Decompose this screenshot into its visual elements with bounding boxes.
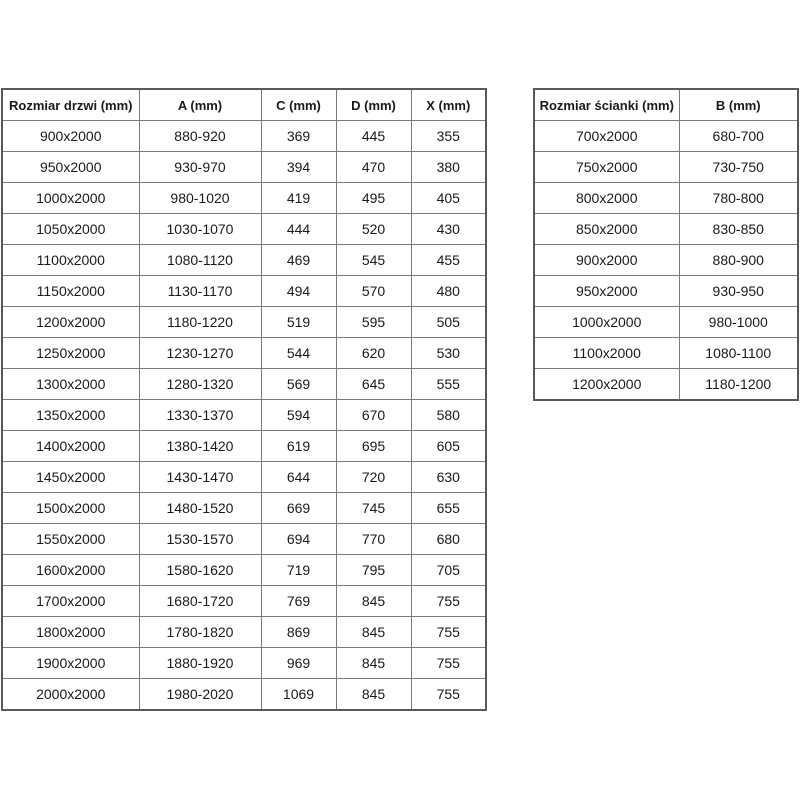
table-row [534, 338, 798, 369]
table-cell: 530 [411, 338, 486, 369]
table-cell: 845 [336, 648, 411, 679]
table-cell: 830-850 [679, 214, 798, 245]
table-cell: 1130-1170 [139, 276, 261, 307]
table-cell: 700x2000 [534, 121, 679, 152]
table-row [534, 369, 798, 401]
table-cell: 1150x2000 [2, 276, 139, 307]
table-cell: 620 [336, 338, 411, 369]
table-cell: 1600x2000 [2, 555, 139, 586]
table-row [2, 121, 486, 152]
table-row [534, 152, 798, 183]
table-row [2, 524, 486, 555]
table-row [2, 276, 486, 307]
table-cell: 695 [336, 431, 411, 462]
table-cell: 1080-1120 [139, 245, 261, 276]
table-cell: 480 [411, 276, 486, 307]
table-row [2, 400, 486, 431]
table-cell: 980-1000 [679, 307, 798, 338]
table-cell: 980-1020 [139, 183, 261, 214]
table-cell: 1430-1470 [139, 462, 261, 493]
b-dimension-column-header: B (mm) [679, 89, 798, 121]
table-cell: 850x2000 [534, 214, 679, 245]
table-cell: 1480-1520 [139, 493, 261, 524]
table-row [534, 245, 798, 276]
table-cell: 569 [261, 369, 336, 400]
table-cell: 405 [411, 183, 486, 214]
table-cell: 394 [261, 152, 336, 183]
table-cell: 655 [411, 493, 486, 524]
table-cell: 1200x2000 [534, 369, 679, 401]
table-cell: 570 [336, 276, 411, 307]
table-cell: 1680-1720 [139, 586, 261, 617]
table-cell: 1880-1920 [139, 648, 261, 679]
table-row [2, 307, 486, 338]
table-cell: 869 [261, 617, 336, 648]
table-cell: 630 [411, 462, 486, 493]
table-cell: 419 [261, 183, 336, 214]
wall-sizes-table [533, 88, 799, 401]
table-cell: 369 [261, 121, 336, 152]
table-cell: 680 [411, 524, 486, 555]
table-cell: 845 [336, 679, 411, 711]
table-cell: 750x2000 [534, 152, 679, 183]
table-cell: 694 [261, 524, 336, 555]
table-cell: 544 [261, 338, 336, 369]
table-cell: 1100x2000 [2, 245, 139, 276]
table-cell: 380 [411, 152, 486, 183]
table-cell: 1030-1070 [139, 214, 261, 245]
table-row [2, 183, 486, 214]
table-cell: 1330-1370 [139, 400, 261, 431]
table-row [2, 431, 486, 462]
table-cell: 1400x2000 [2, 431, 139, 462]
table-row [534, 121, 798, 152]
table-cell: 930-950 [679, 276, 798, 307]
table-cell: 470 [336, 152, 411, 183]
table-cell: 519 [261, 307, 336, 338]
table-cell: 469 [261, 245, 336, 276]
table-cell: 1450x2000 [2, 462, 139, 493]
table-cell: 1900x2000 [2, 648, 139, 679]
table-row [2, 586, 486, 617]
table-cell: 1530-1570 [139, 524, 261, 555]
table-row [2, 493, 486, 524]
table-cell: 520 [336, 214, 411, 245]
table-cell: 670 [336, 400, 411, 431]
table-cell: 1380-1420 [139, 431, 261, 462]
table-cell: 445 [336, 121, 411, 152]
table-row [2, 338, 486, 369]
table-cell: 755 [411, 617, 486, 648]
c-dimension-column-header: C (mm) [261, 89, 336, 121]
door-sizes-table [1, 88, 487, 711]
wall-table-body [534, 121, 798, 401]
table-cell: 705 [411, 555, 486, 586]
table-cell: 900x2000 [534, 245, 679, 276]
table-cell: 1100x2000 [534, 338, 679, 369]
table-cell: 644 [261, 462, 336, 493]
table-cell: 1250x2000 [2, 338, 139, 369]
table-row [2, 152, 486, 183]
table-row [2, 214, 486, 245]
table-cell: 770 [336, 524, 411, 555]
table-cell: 555 [411, 369, 486, 400]
table-cell: 505 [411, 307, 486, 338]
table-row [534, 214, 798, 245]
table-row [534, 307, 798, 338]
table-row [2, 555, 486, 586]
table-cell: 755 [411, 586, 486, 617]
table-cell: 455 [411, 245, 486, 276]
table-cell: 719 [261, 555, 336, 586]
table-cell: 355 [411, 121, 486, 152]
table-row [2, 462, 486, 493]
table-cell: 1550x2000 [2, 524, 139, 555]
door-size-column-header: Rozmiar drzwi (mm) [2, 89, 139, 121]
table-cell: 1000x2000 [2, 183, 139, 214]
table-cell: 1180-1200 [679, 369, 798, 401]
table-cell: 680-700 [679, 121, 798, 152]
table-row [2, 617, 486, 648]
table-cell: 795 [336, 555, 411, 586]
table-cell: 1980-2020 [139, 679, 261, 711]
wall-size-column-header: Rozmiar ścianki (mm) [534, 89, 679, 121]
table-cell: 1050x2000 [2, 214, 139, 245]
table-row [2, 648, 486, 679]
table-cell: 1200x2000 [2, 307, 139, 338]
table-cell: 430 [411, 214, 486, 245]
table-row [2, 679, 486, 711]
door-table-body [2, 121, 486, 711]
table-row [534, 183, 798, 214]
table-cell: 969 [261, 648, 336, 679]
table-cell: 755 [411, 679, 486, 711]
table-cell: 1350x2000 [2, 400, 139, 431]
table-cell: 595 [336, 307, 411, 338]
table-cell: 930-970 [139, 152, 261, 183]
table-cell: 745 [336, 493, 411, 524]
table-cell: 1800x2000 [2, 617, 139, 648]
table-cell: 1580-1620 [139, 555, 261, 586]
table-cell: 1080-1100 [679, 338, 798, 369]
table-cell: 494 [261, 276, 336, 307]
table-cell: 1280-1320 [139, 369, 261, 400]
table-cell: 880-920 [139, 121, 261, 152]
table-cell: 645 [336, 369, 411, 400]
table-cell: 545 [336, 245, 411, 276]
table-cell: 780-800 [679, 183, 798, 214]
door-table-header-row [2, 89, 486, 121]
table-cell: 950x2000 [534, 276, 679, 307]
table-row [2, 245, 486, 276]
table-cell: 1500x2000 [2, 493, 139, 524]
table-cell: 1780-1820 [139, 617, 261, 648]
wall-table-header-row [534, 89, 798, 121]
a-dimension-column-header: A (mm) [139, 89, 261, 121]
table-cell: 1300x2000 [2, 369, 139, 400]
d-dimension-column-header: D (mm) [336, 89, 411, 121]
table-cell: 669 [261, 493, 336, 524]
table-row [2, 369, 486, 400]
table-cell: 495 [336, 183, 411, 214]
table-cell: 950x2000 [2, 152, 139, 183]
table-cell: 730-750 [679, 152, 798, 183]
table-cell: 720 [336, 462, 411, 493]
table-cell: 605 [411, 431, 486, 462]
table-cell: 2000x2000 [2, 679, 139, 711]
table-cell: 444 [261, 214, 336, 245]
table-cell: 1180-1220 [139, 307, 261, 338]
table-cell: 800x2000 [534, 183, 679, 214]
table-cell: 755 [411, 648, 486, 679]
table-cell: 880-900 [679, 245, 798, 276]
table-cell: 1700x2000 [2, 586, 139, 617]
table-cell: 594 [261, 400, 336, 431]
table-cell: 580 [411, 400, 486, 431]
x-dimension-column-header: X (mm) [411, 89, 486, 121]
table-cell: 769 [261, 586, 336, 617]
table-cell: 1230-1270 [139, 338, 261, 369]
table-cell: 900x2000 [2, 121, 139, 152]
table-cell: 619 [261, 431, 336, 462]
table-cell: 845 [336, 617, 411, 648]
table-row [534, 276, 798, 307]
table-cell: 845 [336, 586, 411, 617]
table-cell: 1000x2000 [534, 307, 679, 338]
table-cell: 1069 [261, 679, 336, 711]
